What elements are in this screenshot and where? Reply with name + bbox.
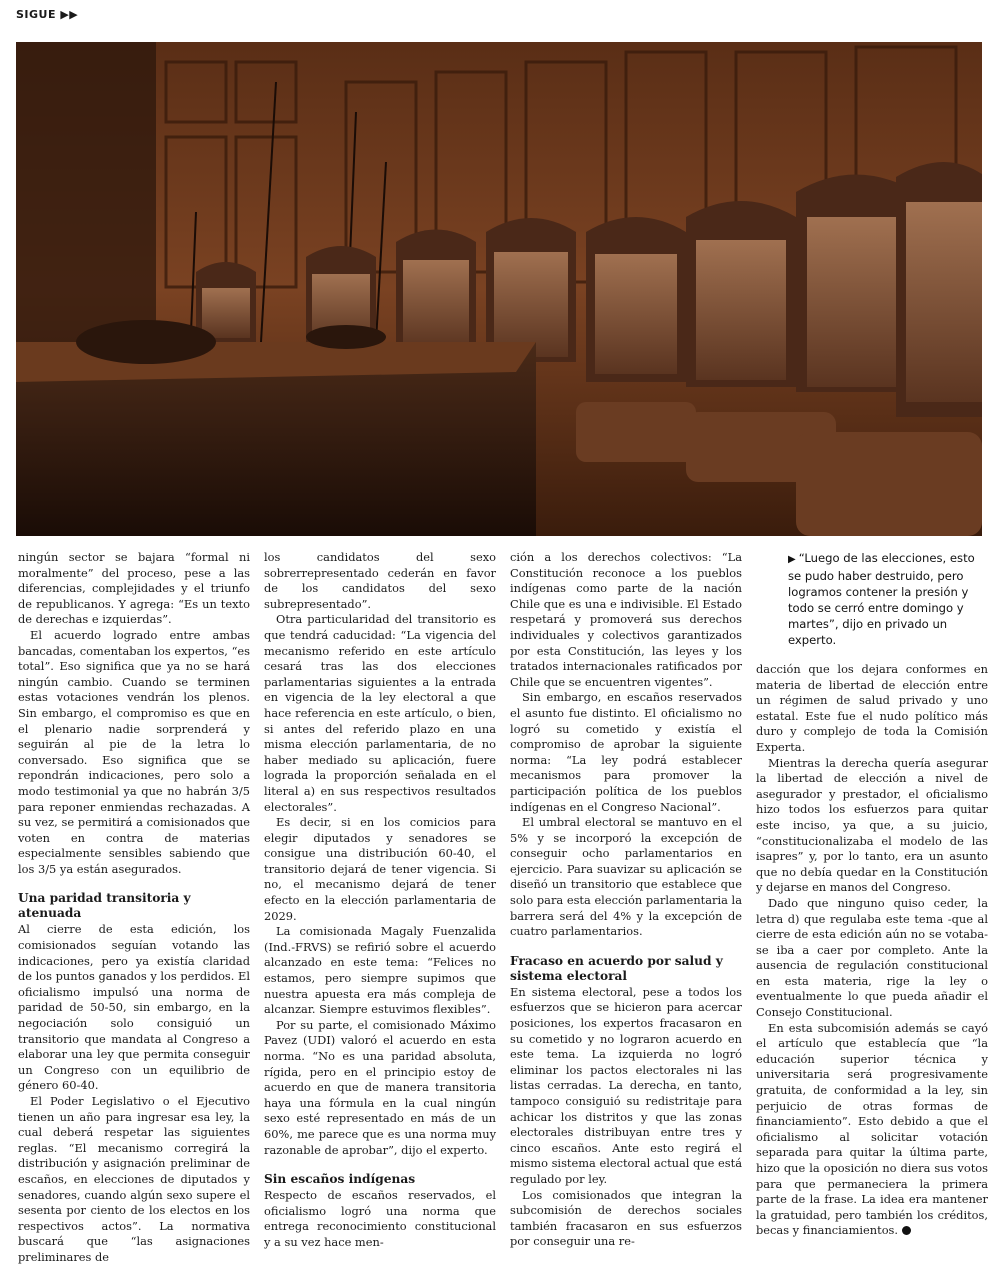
column-2 — [264, 550, 496, 1251]
subheading-fracaso: Fracaso en acuerdo por salud y sistema electoral — [510, 953, 723, 983]
column-3 — [510, 550, 742, 1250]
paragraph: dacción que los dejara conformes en materia de libertad de elección entre un régimen de salud privado y uno estatal. Este fue el nudo político más duro y complejo de toda la Comisión Experta. — [756, 662, 988, 754]
paragraph: Respecto de escaños reservados, el oficialismo logró una norma que entrega reconocimiento constitucional y a su vez hace men- — [264, 1188, 496, 1249]
paragraph: Es decir, si en los comicios para elegir diputados y senadores se consigue una distribución 60-40, el transitorio dejará de tener vigencia. Si no, el mecanismo dejará de tener efecto en la elección parlamentaria de 2029. — [264, 815, 496, 923]
column-4 — [756, 550, 988, 1239]
paragraph: Al cierre de esta edición, los comisionados seguían votando las indicaciones, pero ya existía claridad de los puntos ganados y los perdidos. El oficialismo impulsó una norma de paridad de 50-50, sin embargo, en la negociación solo consiguió un transitorio que mandata al Congreso a elaborar una ley que permita conseguir un Congreso con un equilibrio de género 60-40. — [18, 922, 250, 1093]
pull-quote-text: “Luego de las elecciones, esto se pudo haber destruido, pero logramos contener la presión y todo se cerró entre domingo y martes”, dijo en privado un experto. — [788, 551, 975, 647]
subheading-escanos: Sin escaños indígenas — [264, 1172, 416, 1187]
paragraph: Dado que ninguno quiso ceder, la letra d) que regulaba este tema -que al cierre de esta edición aún no se votaba- se iba a caer por completo. Ante la ausencia de regulación constitucional en esta materia, rige la ley o eventualmente lo que pueda añadir el Consejo Constitucional. — [756, 895, 988, 1020]
courtroom-illustration — [16, 42, 982, 536]
paragraph: los candidatos del sexo sobrerrepresentado cederán en favor de los candidatos del sexo subrepresentado”. — [264, 550, 496, 611]
paragraph: ningún sector se bajara “formal ni moralmente” del proceso, pese a las diferencias, complejidades y el triunfo de republicanos. Y agrega: “Es un texto de derechas e izquierdas”. — [18, 550, 250, 627]
paragraph-text: En esta subcomisión además se cayó el artículo que establecía que “la educación superior técnica y universitaria será progresivamente gratuita, de conformidad a la ley, sin perjuicio de otras formas de financiamiento”. Esto debido a que el oficialismo al solicitar votación separada para quitar la última parte, hizo que la oposición no diera sus votos para que permaneciera la primera parte de la frase. La idea era mantener la gratuidad, pero también los créditos, becas y financiamientos. — [756, 1020, 988, 1238]
paragraph: Mientras la derecha quería asegurar la libertad de elección a nivel de asegurador y prestador, el oficialismo hizo todos los esfuerzos para quitar este inciso, ya que, a su juicio, “constitucionalizaba el modelo de las isapres” y, por lo tanto, era un asunto que no debía quedar en la Constitución y dejarse en manos del Congreso. — [756, 755, 988, 895]
paragraph: Otra particularidad del transitorio es que tendrá caducidad: “La vigencia del mecanismo referido en este artículo cesará tras las dos elecciones parlamentarias siguientes a la entrada en vigencia de la ley electoral a que hace referencia en este artículo, o bien, si antes del referido plazo en una misma elección parlamentaria, de no haber mediado su aplicación, fuere lograda la proporción señalada en el literal a) en sus respectivos resultados electorales”. — [264, 612, 496, 814]
paragraph: Por su parte, el comisionado Máximo Pavez (UDI) valoró el acuerdo en esta norma. “No es una paridad absoluta, rígida, pero en el principio estoy de acuerdo en que de manera transitoria haya una fórmula en la cual ningún sexo esté representado en más de un 60%, me parece que es una norma muy razonable de aprobar”, dijo el experto. — [264, 1017, 496, 1157]
paragraph: El umbral electoral se mantuvo en el 5% y se incorporó la excepción de conseguir ocho parlamentarios en ejercicio. Para suavizar su aplicación se diseñó un transitorio que establece que solo para esta elección parlamentaria la barrera será del 4% y la excepción de cuatro parlamentarios. — [510, 815, 742, 939]
paragraph-last — [756, 1021, 988, 1239]
paragraph: La comisionada Magaly Fuenzalida (Ind.-FRVS) se refirió sobre el acuerdo alcanzado en este tema: “Felices no estamos, pero siempre supimos que nuestra apuesta era más compleja de alcanzar. Siempre estuvimos flexibles”. — [264, 924, 496, 1017]
end-mark-icon — [902, 1226, 911, 1235]
courtroom-chairs-photo — [16, 42, 982, 536]
column-1 — [18, 550, 250, 1266]
paragraph: Los comisionados que integran la subcomisión de derechos sociales también fracasaron en sus esfuerzos por conseguir una re- — [510, 1187, 742, 1249]
paragraph: Sin embargo, en escaños reservados el asunto fue distinto. El oficialismo no logró su cometido y existía el compromiso de aprobar la siguiente norma: “La ley podrá establecer mecanismos para promover la participación política de los pueblos indígenas en el Congreso Nacional”. — [510, 690, 742, 814]
paragraph: El acuerdo logrado entre ambas bancadas, comentaban los expertos, “es total”. Eso significa que ya no se hará ningún cambio. Cuando se terminen estas votaciones vendrán los plenos. Sin embargo, el compromiso es que en el plenario nadie sorprenderá y seguirán al pie de la letra lo conversado. Eso significa que se repondrán indicaciones, pero solo a modo testimonial ya que no habrán 3/5 para reponer enmiendas rechazadas. A su vez, se permitirá a comisionados que voten en contra de materias especialmente sensibles sabiendo que los 3/5 ya están asegurados. — [18, 627, 250, 876]
paragraph: En sistema electoral, pese a todos los esfuerzos que se hicieron para acercar posiciones, los expertos fracasaron en su cometido y no lograron acuerdo en este tema. La izquierda no logró eliminar los pactos electorales ni las listas cerradas. La derecha, en tanto, tampoco consiguió su redistritaje para achicar los distritos y que las zonas electorales distribuyan entre tres y cinco escaños. Ante esto regirá el mismo sistema electoral actual que está regulado por ley. — [510, 984, 742, 1186]
subheading-paridad: Una paridad transitoria y atenuada — [18, 891, 191, 921]
paragraph: ción a los derechos colectivos: “La Constitución reconoce a los pueblos indígenas como parte de la nación Chile que es una e indivisible. El Estado respetará y promoverá sus derechos individuales y colectivos garantizados por esta Constitución, las leyes y los tratados internacionales ratificados por Chile que se encuentren vigentes”. — [510, 550, 742, 689]
arrow-icon: ▶ — [788, 554, 796, 565]
continues-kicker: SIGUE ▶▶ — [16, 8, 79, 21]
paragraph: El Poder Legislativo o el Ejecutivo tienen un año para ingresar esa ley, la cual deberá respetar las siguientes reglas. “El mecanismo corregirá la distribución y asignación preliminar de escaños, en elecciones de diputados y senadores, cuando algún sexo supere el sesenta por ciento de los electos en los respectivos actos”. La normativa buscará que “las asignaciones preliminares de — [18, 1094, 250, 1264]
